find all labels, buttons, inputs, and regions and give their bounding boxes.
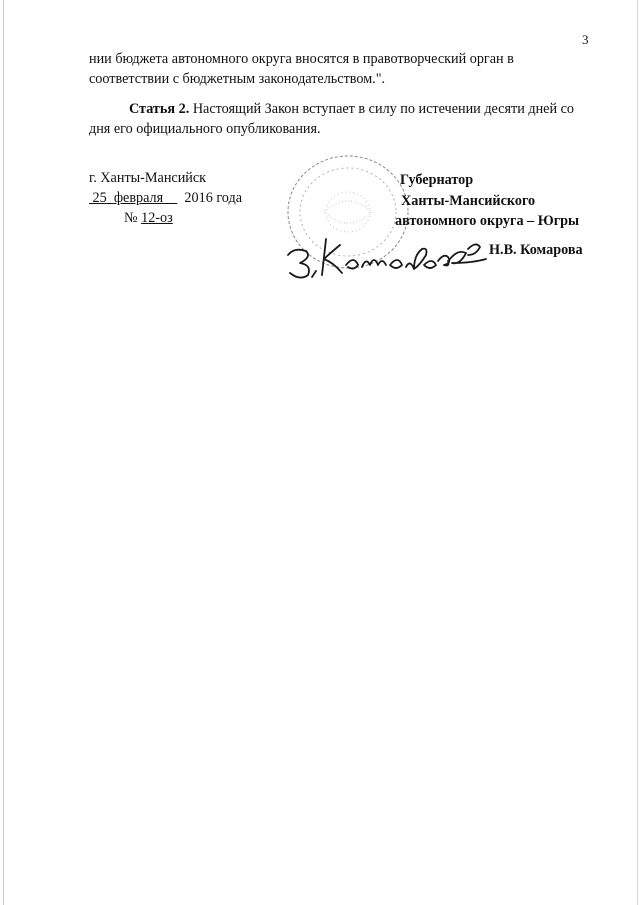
paragraph-continuation: нии бюджета автономного округа вносятся в правотворческий орган в соответствии с бюджетным законодательством.".	[89, 51, 514, 87]
signer-name: Н.В. Комарова	[489, 242, 583, 258]
date-day: 25 февраля	[92, 190, 164, 206]
scan-edge-right	[637, 0, 638, 905]
signing-date	[89, 190, 242, 207]
date-year: 2016 года	[184, 190, 243, 206]
law-number-value: 12-оз	[141, 210, 173, 226]
governor-line-1: Губернатор	[400, 172, 474, 188]
governor-line-2: Ханты-Мансийского	[401, 192, 536, 209]
scan-edge-left	[3, 0, 4, 905]
page-number: 3	[582, 32, 589, 47]
law-number: № 12-оз	[124, 210, 173, 226]
place-of-signing: г. Ханты-Мансийск	[89, 170, 207, 186]
article-text: Настоящий Закон вступает в силу по истечении десяти дней со дня его официального опубликования.	[89, 101, 574, 137]
governor-title	[395, 170, 579, 232]
handwritten-signature-icon	[282, 225, 492, 285]
article-label: Статья 2.	[129, 101, 190, 117]
article-2-paragraph	[89, 99, 591, 139]
governor-line-3: автономного округа – Югры	[395, 213, 580, 229]
